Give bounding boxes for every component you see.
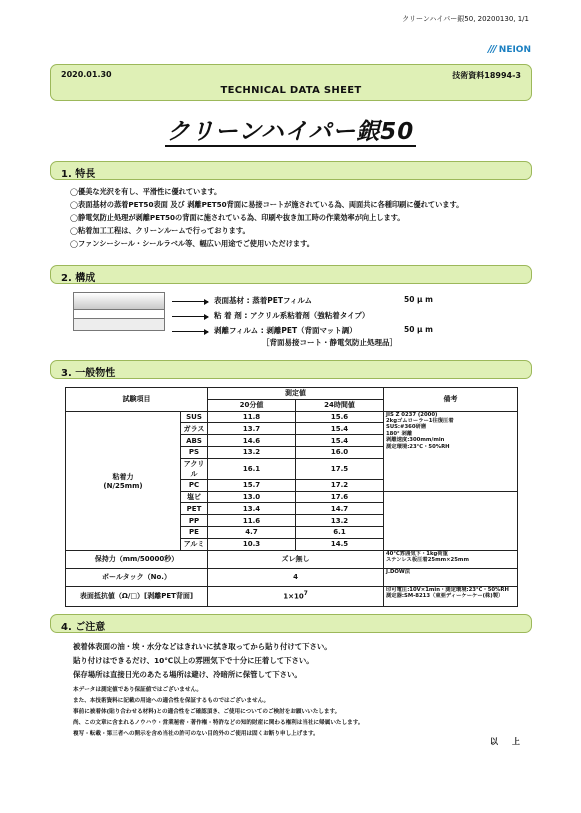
table-row: PP 11.6 13.2	[66, 515, 518, 527]
resist-label: 表面抵抗値（Ω/□）[剥離PET背面]	[66, 586, 208, 606]
doc-date: 2020.01.30	[61, 70, 112, 79]
doc-type: TECHNICAL DATA SHEET	[220, 85, 362, 96]
caution-item: 貼り付けはできるだけ、10℃以上の雰囲気下で十分に圧着して下さい。	[73, 656, 314, 665]
page-title-text: クリーンハイパー銀50	[166, 119, 415, 145]
section-heading-properties: 3. 一般物性	[50, 360, 532, 379]
header-20min: 20分値	[208, 399, 296, 411]
header-remark: 備考	[384, 388, 518, 412]
header-measured: 測定値	[208, 388, 384, 400]
arrow-icon	[172, 331, 208, 332]
layer-label-liner: 剥離フィルム : 剥離PET（背面マット調）	[172, 325, 357, 336]
section-heading-caution: 4. ご注意	[50, 614, 532, 633]
doc-number: 技術資料18994-3	[452, 71, 521, 80]
brand-mark-icon: ///	[487, 44, 496, 55]
header-24h: 24時間値	[296, 399, 384, 411]
fine-print: 複写・転載・第三者への開示を含め当社の許可のない目的外のご使用は固くお断り申し上げます。	[73, 731, 319, 737]
section-heading-features: 1. 特長	[50, 161, 532, 180]
page-title	[0, 113, 581, 146]
caution-item: 被着体表面の油・埃・水分などはきれいに拭き取ってから貼り付けて下さい。	[73, 642, 332, 651]
brand-logo	[488, 44, 531, 55]
holding-note: 40℃雰囲気下・1kg荷重 ステンレス板圧着25mm×25mm	[384, 550, 518, 568]
arrow-icon	[172, 301, 208, 302]
feature-item: ◯ファンシーシール・シールラベル等、幅広い用途でご使用いただけます。	[70, 239, 314, 248]
table-row	[66, 550, 518, 568]
fine-print: また、本技術資料に記載の用途への適合性を保証するものではございません。	[73, 698, 270, 704]
table-row: PET 13.4 14.7	[66, 503, 518, 515]
holding-value: ズレ無し	[208, 550, 384, 568]
header-box	[50, 64, 532, 101]
layer-label-adhesive: 粘 着 剤 : アクリル系粘着剤（強粘着タイプ）	[172, 310, 369, 321]
feature-item: ◯静電気防止処理が剥離PET50の背面に施されている為、印刷や抜き加工時の作業効率が向上します。	[70, 213, 405, 222]
table-row	[66, 586, 518, 606]
file-meta: クリーンハイパー銀50, 20200130, 1/1	[402, 15, 529, 23]
adhesion-note-empty	[384, 491, 518, 550]
table-row	[66, 568, 518, 586]
caution-item: 保存場所は直接日光のあたる場所は避け、冷暗所に保管して下さい。	[73, 670, 302, 679]
substrate: SUS	[181, 411, 208, 423]
resist-note: 印可電圧:10V×1min・測定環境:23℃・50%RH 測定器:SM-8213（東亜ディーケーケー(株)製）	[384, 586, 518, 606]
balltack-label: ボールタック（No.）	[66, 568, 208, 586]
layer-label-base: 表面基材 : 蒸着PETフィルム	[172, 295, 312, 306]
layer-thickness-base: 50 μ m	[404, 295, 433, 304]
table-row: ガラス 13.7 15.4	[66, 423, 518, 435]
table-row: PC 15.7 17.2	[66, 479, 518, 491]
feature-item: ◯表面基材の蒸着PET50表面 及び 剥離PET50背面に易接コートが施されている為、両面共に各種印刷に優れています。	[70, 200, 464, 209]
holding-label: 保持力（mm/50000秒）	[66, 550, 208, 568]
layer-adhesive	[73, 310, 165, 319]
fine-print: 事前に被着体(貼り合わせる材料)との適合性をご確認頂き、ご使用についてのご検討をお願いいたします。	[73, 709, 341, 715]
resist-value: $1\times 10^7$	[208, 586, 384, 606]
balltack-value: 4	[208, 568, 384, 586]
value-24: 15.6	[296, 411, 384, 423]
layer-liner	[73, 319, 165, 331]
balltack-note: J.DOW法	[384, 568, 518, 586]
header-item: 試験項目	[66, 388, 208, 412]
table-row: PE 4.7 6.1	[66, 526, 518, 538]
section-heading-structure: 2. 構成	[50, 265, 532, 284]
feature-item: ◯優美な光沢を有し、平滑性に優れています。	[70, 187, 222, 196]
adhesion-label: 粘着力 (N/25mm)	[66, 411, 181, 550]
adhesion-note: JIS Z 0237 (2000) 2kgゴムローラー1往復圧着 SUS:#360研磨 180° 剥離 剥離速度:300mm/min 測定環境:23℃・50%RH	[384, 411, 518, 491]
table-row: 塩ビ 13.0 17.6	[66, 491, 518, 503]
brand-name: NEION	[498, 44, 531, 55]
feature-item: ◯粘着加工工程は、クリーンルームで行っております。	[70, 226, 250, 235]
fine-print: 尚、この文章に含まれるノウハウ・営業秘密・著作権・特許などの知的財産に関わる権利は当社に帰属いたします。	[73, 720, 364, 726]
layer-liner-sub: ［背面易接コート・静電気防止処理品］	[262, 338, 397, 347]
layer-thickness-liner: 50 μ m	[404, 325, 433, 334]
value-20: 11.8	[208, 411, 296, 423]
layer-base	[73, 292, 165, 310]
arrow-icon	[172, 316, 208, 317]
layer-diagram	[73, 292, 165, 331]
table-row: アルミ 10.3 14.5	[66, 538, 518, 550]
table-row	[66, 411, 518, 423]
table-row: アクリル 16.1 17.5	[66, 458, 518, 479]
fine-print: 本データは測定値であり保証値ではございません。	[73, 687, 202, 693]
end-mark: 以上	[490, 737, 534, 746]
table-row: PS 13.2 16.0	[66, 446, 518, 458]
properties-table	[65, 387, 518, 607]
table-row: ABS 14.6 15.4	[66, 435, 518, 447]
